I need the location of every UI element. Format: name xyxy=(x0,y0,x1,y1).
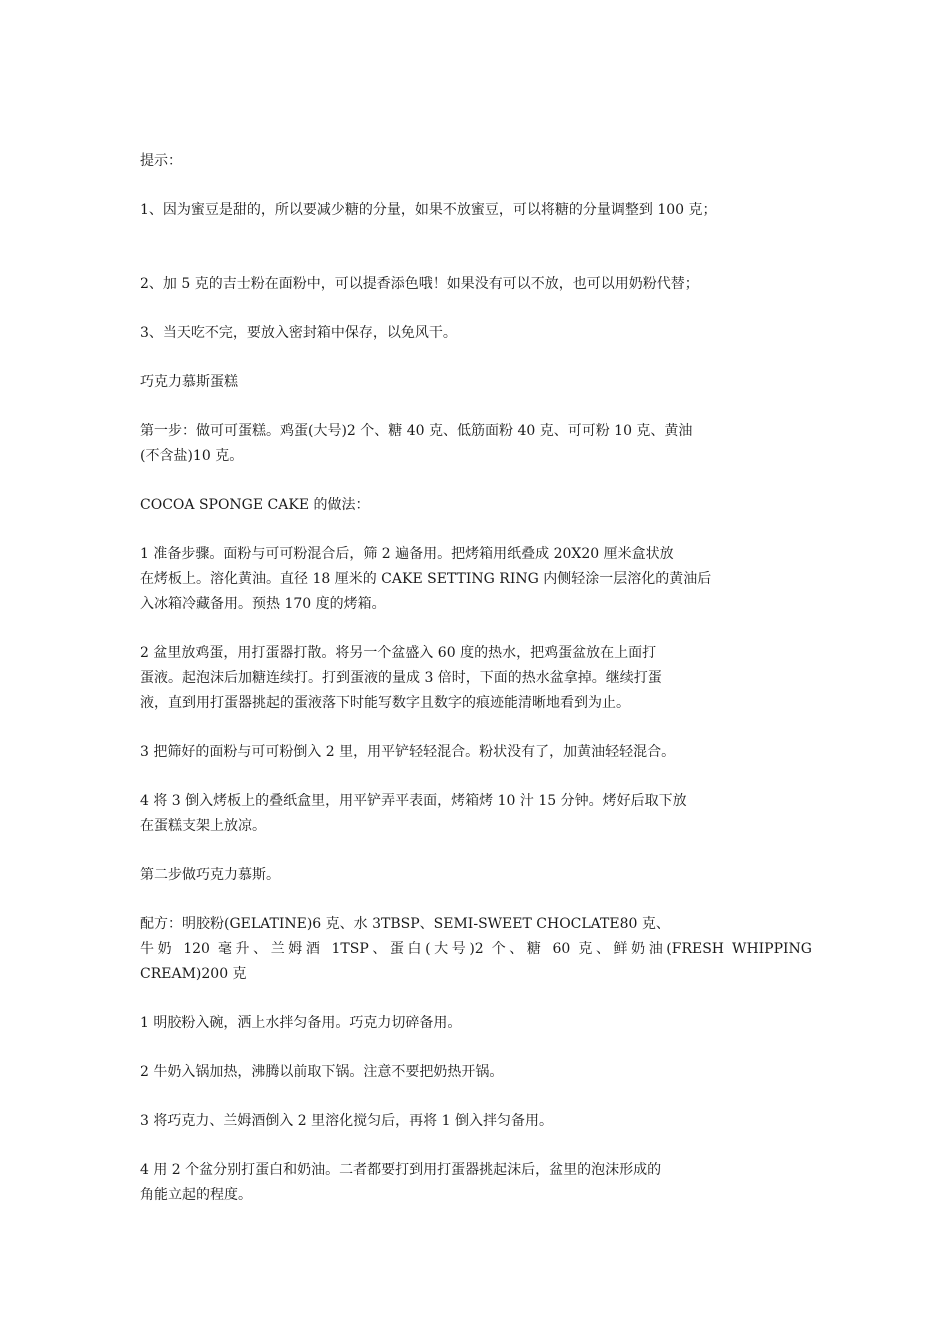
mousse-step-1 xyxy=(140,1011,820,1036)
sponge-step-4 xyxy=(140,789,820,839)
mousse-step-line: 4 用 2 个盆分别打蛋白和奶油。二者都要打到用打蛋器挑起沫后，盆里的泡沫形成的 xyxy=(140,1162,662,1178)
sponge-step-line: 入冰箱冷藏备用。预热 170 度的烤箱。 xyxy=(140,596,386,612)
sponge-step-line: 2 盆里放鸡蛋，用打蛋器打散。将另一个盆盛入 60 度的热水，把鸡蛋盆放在上面打 xyxy=(140,645,657,661)
tip-item-3: 3、当天吃不完，要放入密封箱中保存，以免风干。 xyxy=(140,325,457,341)
sponge-step-line: 液，直到用打蛋器挑起的蛋液落下时能写数字且数字的痕迹能清晰地看到为止。 xyxy=(140,695,630,711)
formula-line: 牛奶 120 毫升、兰姆酒 1TSP、蛋白(大号)2 个、糖 60 克、鲜奶油(FRESH WHIPPING xyxy=(140,941,812,957)
tips-heading: 提示： xyxy=(140,153,182,169)
step1-line: (不含盐)10 克。 xyxy=(140,448,244,464)
sponge-step-line: 1 准备步骤。面粉与可可粉混合后，筛 2 遍备用。把烤箱用纸叠成 20X20 厘米盒状放 xyxy=(140,546,674,562)
mousse-formula xyxy=(140,912,820,987)
step1-line: 第一步：做可可蛋糕。鸡蛋(大号)2 个、糖 40 克、低筋面粉 40 克、可可粉 10 克、黄油 xyxy=(140,423,693,439)
document-body xyxy=(140,149,820,1232)
mousse-step-line: 3 将巧克力、兰姆酒倒入 2 里溶化搅匀后，再将 1 倒入拌匀备用。 xyxy=(140,1113,553,1129)
formula-line: 配方：明胶粉(GELATINE)6 克、水 3TBSP、SEMI-SWEET CHOCLATE80 克、 xyxy=(140,916,670,932)
sponge-step-2 xyxy=(140,641,820,716)
mousse-step-line: 1 明胶粉入碗，洒上水拌匀备用。巧克力切碎备用。 xyxy=(140,1015,462,1031)
sponge-step-1 xyxy=(140,542,820,617)
mousse-step-2 xyxy=(140,1060,820,1085)
mousse-step-line: 2 牛奶入锅加热，沸腾以前取下锅。注意不要把奶热开锅。 xyxy=(140,1064,504,1080)
sponge-step-line: 蛋液。起泡沫后加糖连续打。打到蛋液的量成 3 倍时，下面的热水盆拿掉。继续打蛋 xyxy=(140,670,662,686)
step1-paragraph xyxy=(140,419,820,469)
mousse-step-4 xyxy=(140,1158,820,1208)
sponge-step-line: 在蛋糕支架上放凉。 xyxy=(140,818,266,834)
sponge-step-line: 3 把筛好的面粉与可可粉倒入 2 里，用平铲轻轻混合。粉状没有了，加黄油轻轻混合。 xyxy=(140,744,676,760)
mousse-step-3 xyxy=(140,1109,820,1134)
formula-line: CREAM)200 克 xyxy=(140,966,247,982)
recipe-title: 巧克力慕斯蛋糕 xyxy=(140,374,238,390)
mousse-step-line: 角能立起的程度。 xyxy=(140,1187,252,1203)
step2-heading: 第二步做巧克力慕斯。 xyxy=(140,867,280,883)
sponge-step-3 xyxy=(140,740,820,765)
tip-item-1: 1、因为蜜豆是甜的，所以要减少糖的分量，如果不放蜜豆，可以将糖的分量调整到 100 克； xyxy=(140,202,717,218)
tip-item-2: 2、加 5 克的吉士粉在面粉中，可以提香添色哦！如果没有可以不放，也可以用奶粉代替； xyxy=(140,276,699,292)
sponge-step-line: 在烤板上。溶化黄油。直径 18 厘米的 CAKE SETTING RING 内侧轻涂一层溶化的黄油后 xyxy=(140,571,712,587)
sponge-step-line: 4 将 3 倒入烤板上的叠纸盒里，用平铲弄平表面，烤箱烤 10 汁 15 分钟。烤好后取下放 xyxy=(140,793,687,809)
sponge-heading: COCOA SPONGE CAKE 的做法： xyxy=(140,497,370,513)
